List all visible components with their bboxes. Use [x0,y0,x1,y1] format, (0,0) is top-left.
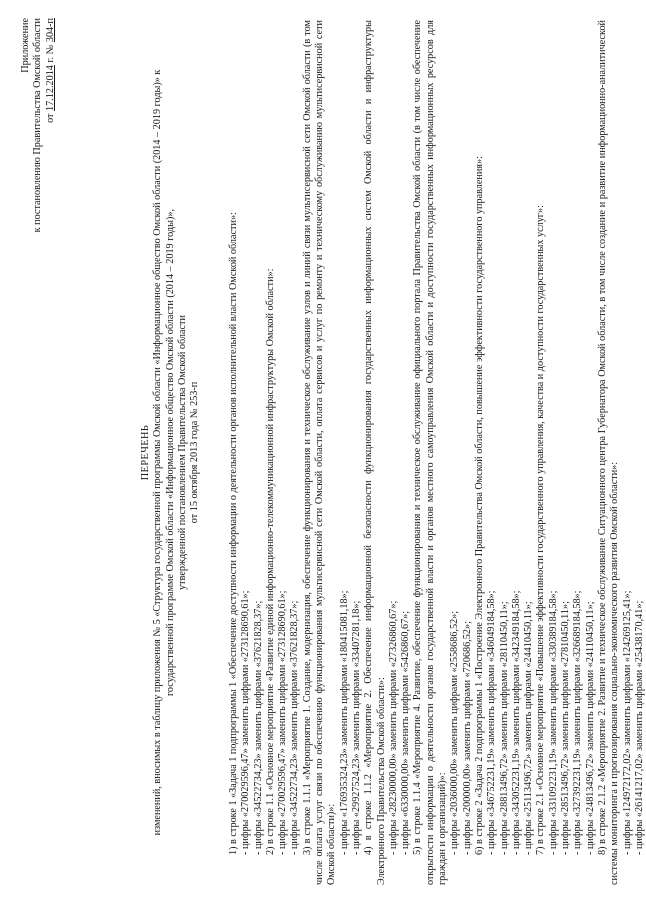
change-item-3: 3) в строке 1.1.1 «Мероприятие 1. Создание, модернизация, обеспечение функционирования и техническое обслуживание узлов и линий связи мультисервисной сети Омской области (в том числе оплата услуг связи по обеспечению функционирования мультисервисной сети Омской области, оплата сервисов и услуг по ремонту и техническому обслуживанию мультисервисной сети Омской области)»: [301,20,338,885]
replacement-line: - цифры «34522734,23» заменить цифрами «37621828,37»; [252,600,264,855]
resolution-date: 17.12.2014 [44,65,56,111]
replacement-line: - цифры «25113496,72» заменить цифрами «24410450,11»; [523,601,535,855]
replacement-line: - цифры «124972172,02» заменить цифрами «124269125,41»; [621,590,633,855]
heading-line: государственной программе Омской области «Информационное общество Омской области (2014 – 2019 годы)», [164,209,176,696]
change-item-5: 5) в строке 1.1.4 «Мероприятие 4. Развитие, обеспечение функционирования и техническое обслуживание официального портала Правительства Омской области (в том числе обеспечение открытости информации о деятельности органов государственной власти и органов местного самоуправления Омской области и доступности государственных информационных ресурсов для граждан и организаций)»: [412,20,449,885]
year-suffix: г. [44,56,56,63]
resolution-number: 304-п [44,18,56,43]
change-item-1: 1) в строке 1 «Задача 1 подпрограммы 1 «Обеспечение доступности информации о деятельности органов исполнительной власти Омской области»: [228,212,239,855]
change-item-4: 4) в строке 1.1.2 «Мероприятие 2. Обеспечение информационной безопасности функционирования государственных информационных систем Омской области и инфраструктуры Электронного Правительства Омской области»: [363,20,387,885]
heading-line: изменений, вносимых в таблицу приложения № 5 «Структура государственной программы Омской области «Информационное общество Омской области (2014 – 2019 годы)» к [152,69,164,836]
replacement-line: - цифры «270029596,47» заменить цифрами «273128690,61»; [240,590,252,855]
replacement-line: - цифры «200000,00» заменить цифрами «720686,52»; [461,621,473,855]
replacement-line: - цифры «343052231,19» заменить цифрами «342349184,58»; [510,590,522,855]
replacement-line: - цифры «24813496,72» заменить цифрами «24110450,11»; [584,601,596,855]
appendix-block [20,18,57,318]
replacement-line: - цифры «28813496,72» заменить цифрами «28110450,11»; [498,601,510,855]
replacement-line: - цифры «6330000,00» заменить цифрами «5426860,67»; [400,610,412,855]
replacement-line: - цифры «327392231,19» заменить цифрами «326689184,58»; [572,590,584,855]
date-prefix: от [44,113,56,123]
change-item-6: 6) в строке 2 «Задача 2 подпрограммы 1 «Построение Электронного Правительства Омской области, повышение эффективности государственного управления»: [473,156,485,855]
change-item-2: 2) в строке 1.1 «Основное мероприятие «Развитие единой информационно-телекоммуникационной инфраструктуры Омской области»: [264,268,276,855]
heading-line: от 15 октября 2013 года № 253-п [189,381,201,524]
replacement-line: - цифры «346752231,19» заменить цифрами «346049184,58»; [486,590,498,855]
changes-list [228,20,646,885]
change-item-7: 7) в строке 2.1 «Основное мероприятие «Повышение эффективности государственного управления, качества и доступности государственных услуг»: [535,205,547,855]
change-item-8: 8) в строке 2.1.2 «Мероприятие 2. Развитие и техническое обслуживание Ситуационного центра Губернатора Омской области, в том числе создание и развитие информационно-аналитической системы мониторинга и прогнозирования социально-экономического развития Омской области»: [596,20,621,885]
appendix-reference: к постановлению Правительства Омской области [32,18,44,233]
replacement-line: - цифры «28513496,72» заменить цифрами «27810450,11»; [560,601,572,855]
document-heading [140,40,201,865]
replacement-line: - цифры «176935324,23» заменить цифрами «180415081,18»; [338,590,350,855]
appendix-label: Приложение [20,18,31,73]
replacement-line: - цифры «34522734,23» заменить цифрами «37621828,37»; [289,600,301,855]
replacement-line: - цифры «270029596,47» заменить цифрами «273128690,61»; [277,590,289,855]
replacement-line: - цифры «28230000,00» заменить цифрами «27326860,67»; [387,600,399,855]
heading-line: утвержденной постановлением Правительства Омской области [176,315,188,590]
replacement-line: - цифры «331092231,19» заменить цифрами «330389184,58»; [547,590,559,855]
replacement-line: - цифры «26141217,02» заменить цифрами «25438170,41»; [633,600,645,855]
document-title: ПЕРЕЧЕНЬ [140,424,151,481]
replacement-line: - цифры «2036000,00» заменить цифрами «2558686,52»; [449,610,461,855]
appendix-date-line [45,18,57,318]
replacement-line: - цифры «29927524,23» заменить цифрами «33407281,18»; [350,600,362,855]
number-prefix: № [44,44,56,55]
